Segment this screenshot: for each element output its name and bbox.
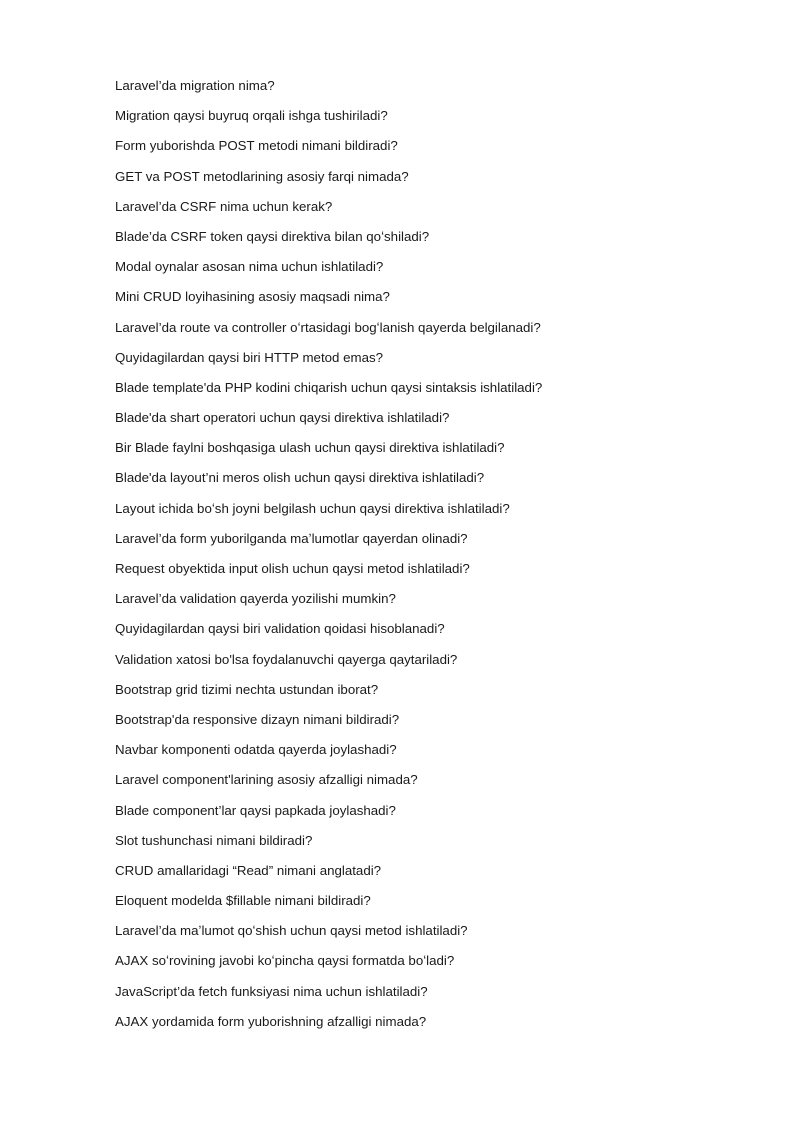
question-line: Laravel’da validation qayerda yozilishi mumkin? xyxy=(115,591,396,607)
question-list xyxy=(115,74,775,1040)
question-line: Eloquent modelda $fillable nimani bildiradi? xyxy=(115,893,371,909)
question-line: Layout ichida boʻsh joyni belgilash uchun qaysi direktiva ishlatiladi? xyxy=(115,500,510,516)
question-line: Laravel’da route va controller oʻrtasidagi bogʻlanish qayerda belgilanadi? xyxy=(115,319,541,335)
question-line: Bir Blade faylni boshqasiga ulash uchun qaysi direktiva ishlatiladi? xyxy=(115,440,505,456)
question-line: Blade'da shart operatori uchun qaysi direktiva ishlatiladi? xyxy=(115,410,450,426)
question-line: AJAX yordamida form yuborishning afzalligi nimada? xyxy=(115,1013,427,1029)
question-line: Laravel’da form yuborilganda maʼlumotlar qayerdan olinadi? xyxy=(115,530,468,546)
question-line: Mini CRUD loyihasining asosiy maqsadi nima? xyxy=(115,289,390,305)
question-line: Modal oynalar asosan nima uchun ishlatiladi? xyxy=(115,259,384,275)
question-line: Blade'da layout’ni meros olish uchun qaysi direktiva ishlatiladi? xyxy=(115,470,485,486)
question-line: Blade component’lar qaysi papkada joylashadi? xyxy=(115,802,396,818)
question-line: Slot tushunchasi nimani bildiradi? xyxy=(115,832,313,848)
question-line: Laravel’da maʼlumot qoʻshish uchun qaysi metod ishlatiladi? xyxy=(115,923,468,939)
question-line: AJAX soʻrovining javobi koʻpincha qaysi formatda boʻladi? xyxy=(115,953,455,969)
question-line: GET va POST metodlarining asosiy farqi nimada? xyxy=(115,168,409,184)
question-line: Request obyektida input olish uchun qaysi metod ishlatiladi? xyxy=(115,561,470,576)
question-line: Bootstrap grid tizimi nechta ustundan iborat? xyxy=(115,681,379,697)
question-line: Quyidagilardan qaysi biri validation qoidasi hisoblanadi? xyxy=(115,621,445,637)
question-line: Validation xatosi bo'lsa foydalanuvchi qayerga qaytariladi? xyxy=(115,651,458,667)
question-line: Bootstrap'da responsive dizayn nimani bildiradi? xyxy=(115,711,400,727)
question-line: Form yuborishda POST metodi nimani bildiradi? xyxy=(115,138,398,154)
question-line: Laravel’da CSRF nima uchun kerak? xyxy=(115,198,333,214)
question-line: Laravel’da migration nima? xyxy=(115,78,275,93)
question-line: Quyidagilardan qaysi biri HTTP metod emas? xyxy=(115,349,384,365)
question-line: CRUD amallaridagi “Read” nimani anglatadi? xyxy=(115,862,382,878)
question-line: Navbar komponenti odatda qayerda joylashadi? xyxy=(115,742,397,758)
question-line: Blade template'da PHP kodini chiqarish uchun qaysi sintaksis ishlatiladi? xyxy=(115,379,543,395)
question-line: Migration qaysi buyruq orqali ishga tushiriladi? xyxy=(115,108,388,124)
question-line: JavaScript’da fetch funksiyasi nima uchun ishlatiladi? xyxy=(115,983,428,999)
question-line: Blade’da CSRF token qaysi direktiva bilan qoʻshiladi? xyxy=(115,228,430,244)
question-line: Laravel component'larining asosiy afzalligi nimada? xyxy=(115,772,418,788)
